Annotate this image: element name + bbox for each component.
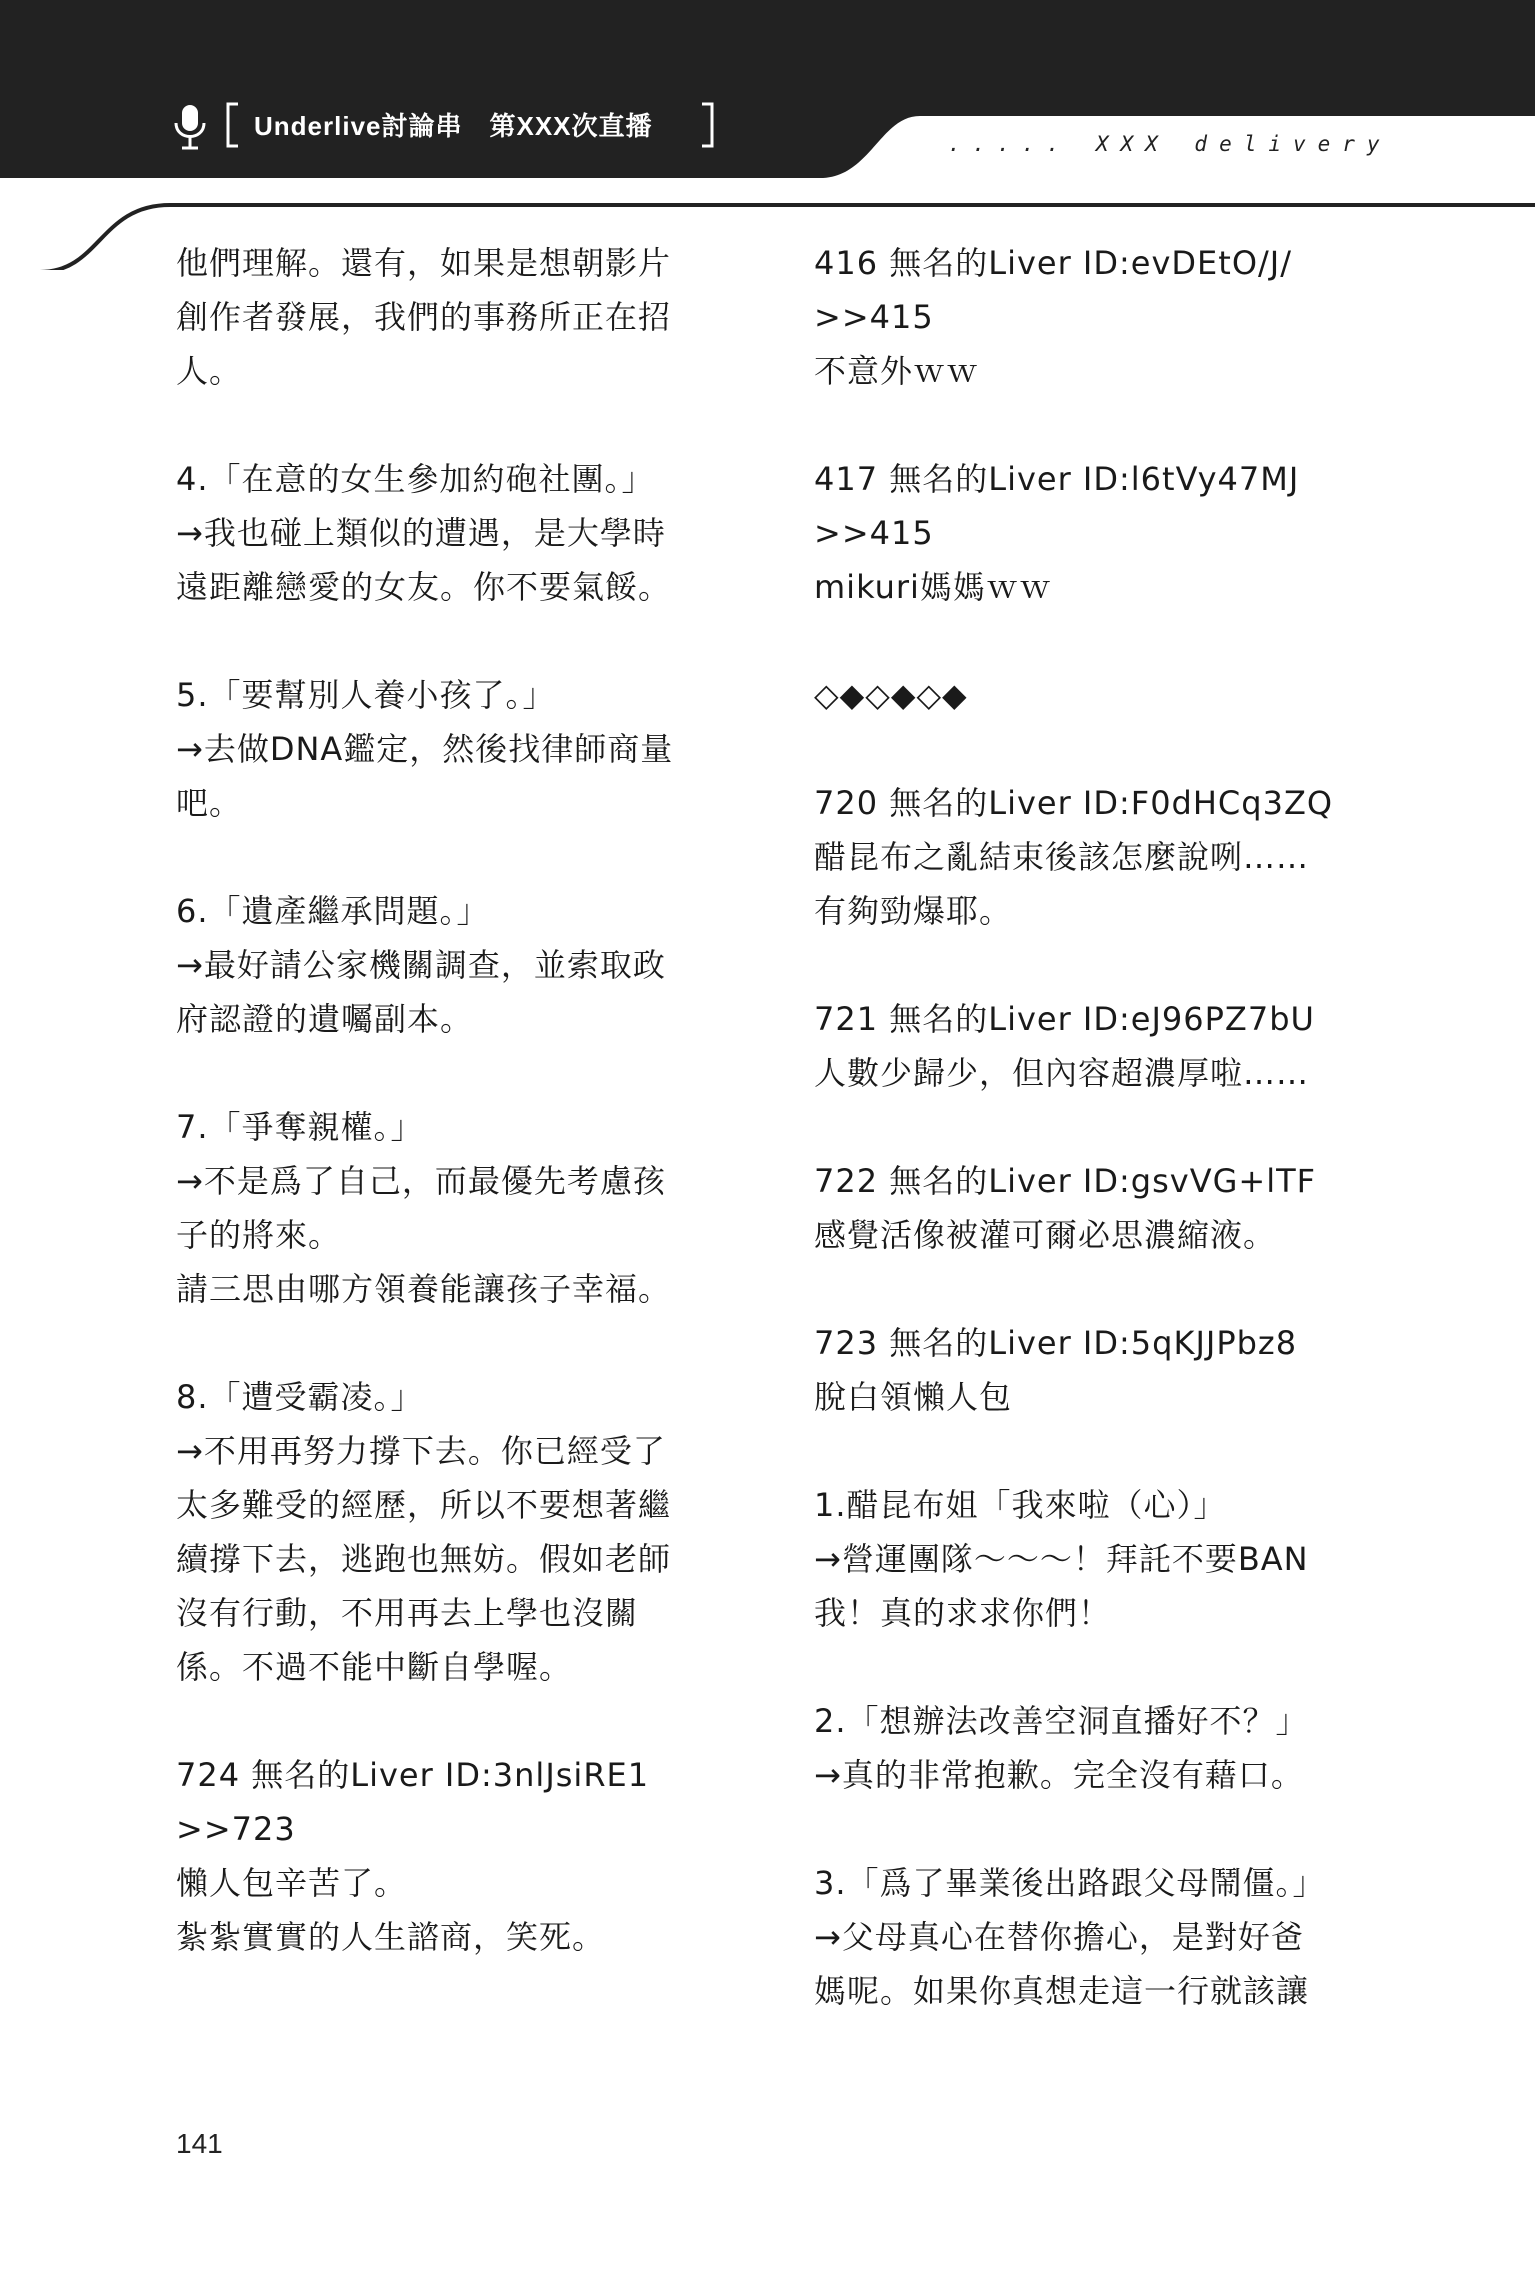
bracket-right-icon bbox=[698, 102, 716, 148]
text-line: 4.「在意的女生參加約砲社團。」 bbox=[176, 460, 655, 498]
text-line: 子的將來。 bbox=[176, 1216, 342, 1254]
text-line: 太多難受的經歷，所以不要想著繼 bbox=[176, 1486, 672, 1524]
text-line: 不意外ｗｗ bbox=[814, 352, 980, 390]
paragraph-gap bbox=[814, 1802, 1374, 1856]
paragraph-gap bbox=[814, 1424, 1374, 1478]
text-line: 沒有行動，不用再去上學也沒關 bbox=[176, 1594, 639, 1632]
text-line: 417 無名的Liver ID:l6tVy47MJ bbox=[814, 460, 1300, 498]
left-column bbox=[176, 236, 724, 1964]
text-line: 6.「遺產繼承問題。」 bbox=[176, 892, 490, 930]
text-line: 724 無名的Liver ID:3nlJsiRE1 bbox=[176, 1756, 650, 1794]
text-line: 醋昆布之亂結束後該怎麼說咧…… bbox=[814, 838, 1310, 876]
text-line: mikuri媽媽ｗｗ bbox=[814, 568, 1052, 606]
text-line: →不用再努力撐下去。你已經受了 bbox=[176, 1432, 666, 1470]
text-line: →父母真心在替你擔心，是對好爸 bbox=[814, 1918, 1304, 1956]
text-line: →我也碰上類似的遭遇，是大學時 bbox=[176, 514, 666, 552]
paragraph-gap bbox=[814, 398, 1374, 452]
forum-post bbox=[814, 1316, 1374, 1424]
text-paragraph bbox=[814, 1694, 1374, 1802]
paragraph-gap bbox=[814, 614, 1374, 668]
text-line: 722 無名的Liver ID:gsvVG+lTF bbox=[814, 1162, 1317, 1200]
text-line: 懶人包辛苦了。 bbox=[176, 1864, 408, 1902]
paragraph-gap bbox=[176, 1694, 724, 1748]
text-line: 脫白領懶人包 bbox=[814, 1378, 1013, 1416]
page-number: 141 bbox=[176, 2128, 223, 2159]
text-line: ◇◆◇◆◇◆ bbox=[814, 676, 968, 714]
text-paragraph bbox=[176, 1100, 724, 1316]
text-line: 有夠勁爆耶。 bbox=[814, 892, 1013, 930]
forum-post bbox=[814, 236, 1374, 398]
text-paragraph bbox=[176, 884, 724, 1046]
paragraph-gap bbox=[814, 1640, 1374, 1694]
text-line: 我！真的求求你們！ bbox=[814, 1594, 1112, 1632]
text-line: 721 無名的Liver ID:eJ96PZ7bU bbox=[814, 1000, 1315, 1038]
paragraph-gap bbox=[176, 830, 724, 884]
forum-post bbox=[814, 452, 1374, 614]
text-line: 5.「要幫別人養小孩了。」 bbox=[176, 676, 556, 714]
text-line: 2.「想辦法改善空洞直播好不？」 bbox=[814, 1702, 1309, 1740]
text-line: 府認證的遺囑副本。 bbox=[176, 1000, 474, 1038]
paragraph-gap bbox=[176, 398, 724, 452]
paragraph-gap bbox=[814, 1262, 1374, 1316]
text-line: 紮紮實實的人生諮商，笑死。 bbox=[176, 1918, 606, 1956]
text-paragraph bbox=[176, 1370, 724, 1694]
text-line: 他們理解。還有，如果是想朝影片 bbox=[176, 244, 672, 282]
text-line: >>415 bbox=[814, 514, 934, 552]
text-line: 人數少歸少，但內容超濃厚啦…… bbox=[814, 1054, 1310, 1092]
paragraph-gap bbox=[176, 1316, 724, 1370]
paragraph-gap bbox=[814, 722, 1374, 776]
text-line: 請三思由哪方領養能讓孩子幸福。 bbox=[176, 1270, 672, 1308]
text-paragraph bbox=[814, 1856, 1374, 2018]
forum-post bbox=[814, 992, 1374, 1100]
text-line: 感覺活像被灌可爾必思濃縮液。 bbox=[814, 1216, 1277, 1254]
right-column bbox=[814, 236, 1374, 2018]
text-line: →真的非常抱歉。完全沒有藉口。 bbox=[814, 1756, 1304, 1794]
paragraph-gap bbox=[176, 1046, 724, 1100]
text-line: 媽呢。如果你真想走這一行就該讓 bbox=[814, 1972, 1310, 2010]
forum-post bbox=[814, 776, 1374, 938]
text-line: >>415 bbox=[814, 298, 934, 336]
header-title: Underlive討論串 第XXX次直播 bbox=[254, 111, 653, 141]
text-line: 遠距離戀愛的女友。你不要氣餒。 bbox=[176, 568, 672, 606]
text-line: →去做DNA鑑定，然後找律師商量 bbox=[176, 730, 674, 768]
text-line: 創作者發展，我們的事務所正在招 bbox=[176, 298, 672, 336]
text-paragraph bbox=[176, 668, 724, 830]
paragraph-gap bbox=[814, 938, 1374, 992]
text-line: 吧。 bbox=[176, 784, 243, 822]
text-line: >>723 bbox=[176, 1810, 296, 1848]
text-paragraph bbox=[176, 452, 724, 614]
text-line: →不是爲了自己，而最優先考慮孩 bbox=[176, 1162, 666, 1200]
text-line: 3.「爲了畢業後出路跟父母鬧僵。」 bbox=[814, 1864, 1326, 1902]
paragraph-gap bbox=[176, 614, 724, 668]
text-line: 係。不過不能中斷自學喔。 bbox=[176, 1648, 573, 1686]
microphone-icon bbox=[172, 103, 208, 151]
text-line: 8.「遭受霸凌。」 bbox=[176, 1378, 424, 1416]
text-line: 720 無名的Liver ID:F0dHCq3ZQ bbox=[814, 784, 1334, 822]
text-line: 416 無名的Liver ID:evDEtO/J/ bbox=[814, 244, 1293, 282]
text-line: →營運團隊〜〜〜！拜託不要BAN bbox=[814, 1540, 1309, 1578]
text-line: →最好請公家機關調查，並索取政 bbox=[176, 946, 666, 984]
text-line: 1.醋昆布姐「我來啦（心）」 bbox=[814, 1486, 1227, 1524]
paragraph-gap bbox=[814, 1100, 1374, 1154]
bracket-left-icon bbox=[224, 102, 242, 148]
header-subtitle: ..... XXX delivery bbox=[948, 132, 1392, 156]
section-divider bbox=[814, 668, 1374, 722]
text-line: 7.「爭奪親權。」 bbox=[176, 1108, 424, 1146]
text-line: 續撐下去，逃跑也無妨。假如老師 bbox=[176, 1540, 672, 1578]
text-line: 人。 bbox=[176, 352, 243, 390]
text-line: 723 無名的Liver ID:5qKJJPbz8 bbox=[814, 1324, 1298, 1362]
text-paragraph bbox=[814, 1478, 1374, 1640]
text-paragraph bbox=[176, 236, 724, 398]
forum-post bbox=[814, 1154, 1374, 1262]
forum-post bbox=[176, 1748, 724, 1964]
